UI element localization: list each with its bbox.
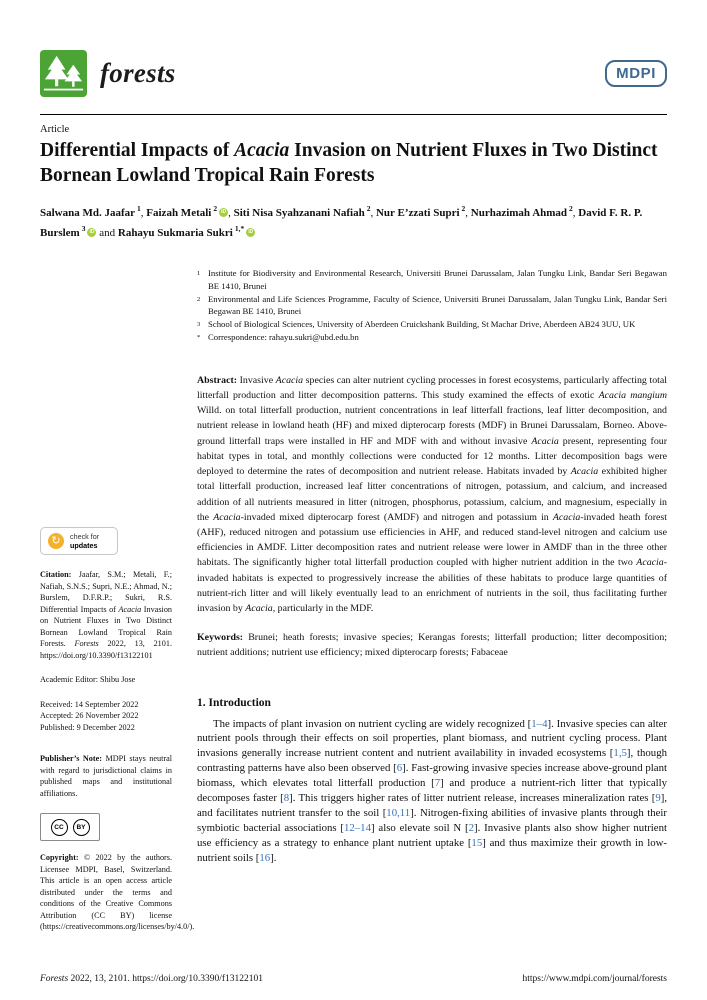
text-run: ]. Nitrogen-fixing abilities of invasive plants through their symbiotic bacterial associations [ [197, 806, 667, 834]
date-accepted: Accepted: 26 November 2022 [40, 711, 139, 721]
history-dates [40, 699, 172, 734]
author: Faizah Metali $^2$ iD , [146, 204, 234, 219]
text-run: ]. Invasive species can alter nutrient pools through their effects on soil properties, plant biomass, and nutrient cycling process. Plant invasions generally increase nutrient content and nutrient availability in invaded ecosystems [ [197, 717, 667, 760]
citation-ref-link[interactable]: 7 [434, 777, 441, 790]
text-run: -invaded habitats is expected to progressively increase the abilities of these habitats to produce large quantities of nutrient-rich litter and will likely eventually lead to an enrichment of nutrients in the soil, thus facilitating further invasion by [197, 557, 667, 614]
publisher-note: Publisher’s Note: MDPI stays neutral with regard to jurisdictional claims in published maps and institutional affiliations. [40, 754, 172, 798]
date-published: Published: 9 December 2022 [40, 722, 135, 732]
footer-citation [40, 974, 263, 984]
introduction-paragraph [197, 717, 667, 866]
text-run: ], and facilitates nutrient transfer to the soil [ [197, 792, 668, 819]
text-run: Jaafar, S.M.; Metali, F.; Nafiah, S.N.S.; Supri, N.E.; Ahmad, N.; Burslem, D.F.R.P.; Sukri, R.S. Differential Impacts of [40, 570, 172, 614]
text-run: Acacia [570, 466, 599, 478]
journal-name: forests [100, 58, 176, 88]
citation-label: Citation: [40, 570, 72, 580]
affiliation-superscript: 1 [197, 270, 201, 278]
text-run: -invaded mixed dipterocarp forest (AMDF) and nitrogen and potassium in [240, 511, 553, 523]
article-type-label: Article [40, 124, 70, 135]
cc-by-badge[interactable] [40, 813, 100, 841]
keywords [197, 630, 667, 660]
update-check-icon: ↻ [48, 533, 64, 549]
text-run: Acacia [552, 511, 581, 523]
page-footer [40, 974, 667, 984]
text-run: ]. This triggers higher rates of litter nutrient release, increases mineralization rates [ [289, 792, 656, 805]
author-name: Siti Nisa Syahzanani Nafiah [233, 206, 365, 219]
citation-ref-link[interactable]: 8 [283, 792, 290, 805]
affiliation-item: 1 Institute for Biodiversity and Environmental Research, Universiti Brunei Darussalam, Jalan Tungku Link, Bandar Seri Begawan BE 1410, Brunei [197, 268, 667, 291]
text-run: 2022, 13, 2101. https://doi.org/10.3390/f13122101 [68, 974, 263, 984]
text-run: Acacia [118, 604, 142, 614]
abstract-label: Abstract: [197, 374, 238, 386]
citation-ref-link[interactable]: 1,5 [613, 747, 627, 760]
text-run: Acacia [234, 140, 290, 161]
academic-editor-label: Academic Editor: [40, 675, 98, 685]
citation-ref-link[interactable]: 10,11 [386, 806, 411, 819]
copyright-label: Copyright: [40, 853, 79, 863]
affiliation-superscript: 2 [461, 204, 466, 213]
text-run: Acacia [275, 374, 304, 386]
mdpi-logo[interactable]: MDPI [605, 60, 667, 87]
citation-ref-link[interactable]: 9 [655, 792, 661, 805]
forests-logo-icon [40, 50, 87, 97]
text-run: Forests [74, 639, 99, 649]
author-list [40, 201, 667, 241]
text-run: species can alter nutrient cycling processes in forest ecosystems, particularly affecting total litterfall production and litter decomposition patterns. This study examined the effects of exotic [197, 374, 667, 402]
publisher-note-label: Publisher’s Note: [40, 754, 102, 764]
text-run: Acacia mangium [598, 390, 667, 402]
check-for-updates-badge[interactable] [40, 527, 118, 555]
text-run: Differential Impacts of [40, 140, 235, 161]
copyright-note: Copyright: © 2022 by the authors. Licensee MDPI, Basel, Switzerland. This article is an open access article distributed under the terms and conditions of the Creative Commons Attribution (CC BY) license (https://creativecommons.org/licenses/by/4.0/). [40, 853, 195, 932]
affiliation-superscript: 1,* [234, 224, 245, 234]
orcid-icon[interactable]: iD [248, 228, 254, 235]
text-run: ] also elevate soil N [ [370, 821, 469, 834]
by-icon: BY [73, 819, 90, 836]
text-run: Invasion on Nutrient Fluxes in Two Distinct Bornean Lowland Tropical Rain Forests [40, 140, 658, 186]
text-run: Acacia [531, 435, 559, 447]
text-run: Willd. on total litterfall production, nutrient concentrations in leaf litterfall fractions, leaf litter decomposition, and nutrient release in lowland heath (HF) and mixed dipterocarp forests (MDF) in Brunei Darussalam, Borneo. Above-ground litterfall traps were installed in HF and MDF with and without invasive [197, 405, 667, 447]
orcid-icon[interactable]: iD [89, 228, 95, 235]
affiliation-item: 2 Environmental and Life Sciences Programme, Faculty of Science, Universiti Brunei Darussalam, Jalan Tungku Link, Bandar Seri Begawan BE 1410, Brunei [197, 293, 667, 317]
correspondence-line [197, 331, 667, 345]
paper-title [40, 139, 667, 188]
author: Siti Nisa Syahzanani Nafiah $^2$, [233, 204, 376, 219]
affiliation-superscript: 1 [137, 204, 141, 213]
abstract [197, 373, 667, 616]
author: Nur E’zzati Supri $^2$, [375, 204, 471, 219]
text-run: , particularly in the MDF. [272, 602, 374, 614]
update-badge-text: check for updates [70, 532, 100, 551]
citation-ref-link[interactable]: 16 [259, 851, 271, 864]
citation-block [40, 569, 172, 661]
author [117, 224, 255, 239]
affiliation-superscript: 2 [366, 204, 371, 213]
citation-ref-link[interactable]: 12–14 [343, 821, 371, 834]
correspondence-email[interactable]: Correspondence: rahayu.sukri@ubd.edu.bn [208, 332, 359, 343]
date-received: Received: 14 September 2022 [40, 699, 139, 709]
abstract-text [197, 375, 667, 614]
text-run: ]. Fast-growing invasive species increase above-ground plant biomass, which elevates total litterfall production [ [197, 762, 667, 790]
section-heading-introduction: 1. Introduction [197, 696, 271, 709]
affiliation-superscript: 3 [81, 224, 86, 234]
citation-ref-link[interactable]: 15 [471, 836, 483, 849]
text-run: Acacia [636, 557, 664, 569]
text-run: 2022, 13, 2101. https://doi.org/10.3390/f13122101 [40, 639, 173, 660]
affiliation-superscript: 2 [197, 295, 201, 303]
text-run: ] and produce a nutrient-rich litter that typically decomposes faster [ [197, 777, 668, 805]
affiliation-superscript: 2 [213, 204, 218, 213]
text-run: Invasion on Nutrient Fluxes in Two Distinct Bornean Lowland Tropical Rain Forests. [40, 604, 173, 649]
text-run: ]. [270, 851, 277, 864]
academic-editor [40, 674, 172, 686]
affiliations [197, 267, 667, 345]
affiliation-superscript: 3 [197, 320, 201, 328]
text-run: Acacia [245, 602, 273, 614]
citation-ref-link[interactable]: 2 [468, 821, 475, 834]
author-name: Rahayu Sukmaria Sukri [117, 226, 233, 239]
author-name: Salwana Md. Jaafar [40, 206, 136, 219]
citation-ref-link[interactable]: 1–4 [531, 717, 548, 730]
text-run: ], though contrasting patterns have also been observed [ [197, 747, 667, 775]
forests-logo[interactable] [40, 50, 176, 97]
citation-text [40, 570, 172, 660]
text-run: The impacts of plant invasion on nutrient cycling are widely recognized [ [213, 717, 532, 730]
header-divider [40, 114, 667, 115]
keywords-label: Keywords: [197, 632, 244, 644]
text-run: ]. Invasive plants also show higher nutrient use efficiency as a strategy to enhance plant nutrient uptake [ [197, 821, 667, 849]
author-name: Faizah Metali [146, 206, 212, 219]
text-run: present, representing four habitat types in total, and monthly collections were conducted for 12 months. Litter decomposition bags were deployed to determine the rates of decomposition and nutrient release. Habitats invaded by [197, 435, 667, 478]
text-run: -invaded heath forest (AHF), reduced nitrogen and potassium use efficiencies in AHF, and reduced stand-level nitrogen and calcium use efficiencies in AMDF. Litter decomposition rates and nutrient release were lower in AMDF than in the three other habitats. The significantly higher total litterfall production coupled with higher nutrient addition in the two [197, 511, 667, 569]
author: David F. R. P. Burslem $^3$ iD and [40, 206, 643, 239]
text-run: Forests [40, 974, 69, 984]
left-sidebar [40, 267, 195, 933]
correspondence-asterisk: * [197, 334, 201, 342]
affiliation-item: 3 School of Biological Sciences, University of Aberdeen Cruickshank Building, St Machar Drive, Aberdeen AB24 3UU, UK [197, 318, 667, 332]
author: Salwana Md. Jaafar $^1$, [40, 204, 147, 219]
text-run: Invasive [237, 374, 276, 386]
cc-icon: CC [51, 819, 68, 836]
content-row [40, 267, 667, 933]
author-name: Nur E’zzati Supri [375, 206, 460, 219]
academic-editor-name: Shibu Jose [97, 675, 136, 685]
author-name: David F. R. P. Burslem [40, 206, 643, 239]
masthead [40, 0, 667, 97]
text-run: exhibited higher total litterfall production, increased leaf litter concentrations of nitrogen, potassium, and calcium, and increased addition of all nutrients measured in litter (nitrogen, phosphorus, potassium, calcium, and magnesium, especially in the [197, 466, 667, 523]
keywords-text: Brunei; heath forests; invasive species; Kerangas forests; litterfall production; litter decomposition; nutrient additions; nutrient use efficiency; mixed dipterocarp forests; Fabaceae [197, 632, 667, 659]
orcid-icon[interactable]: iD [221, 208, 227, 215]
citation-ref-link[interactable]: 6 [396, 762, 403, 775]
text-run: Acacia [213, 511, 241, 523]
main-column [197, 267, 667, 933]
author-name: Nurhazimah Ahmad [470, 206, 568, 219]
affiliation-superscript: 2 [569, 204, 573, 213]
footer-journal-url[interactable]: https://www.mdpi.com/journal/forests [522, 974, 667, 984]
text-run: ] and thus maximize their growth in low-nutrient soils [ [197, 836, 667, 864]
author: Nurhazimah Ahmad $^2$, [470, 204, 579, 219]
